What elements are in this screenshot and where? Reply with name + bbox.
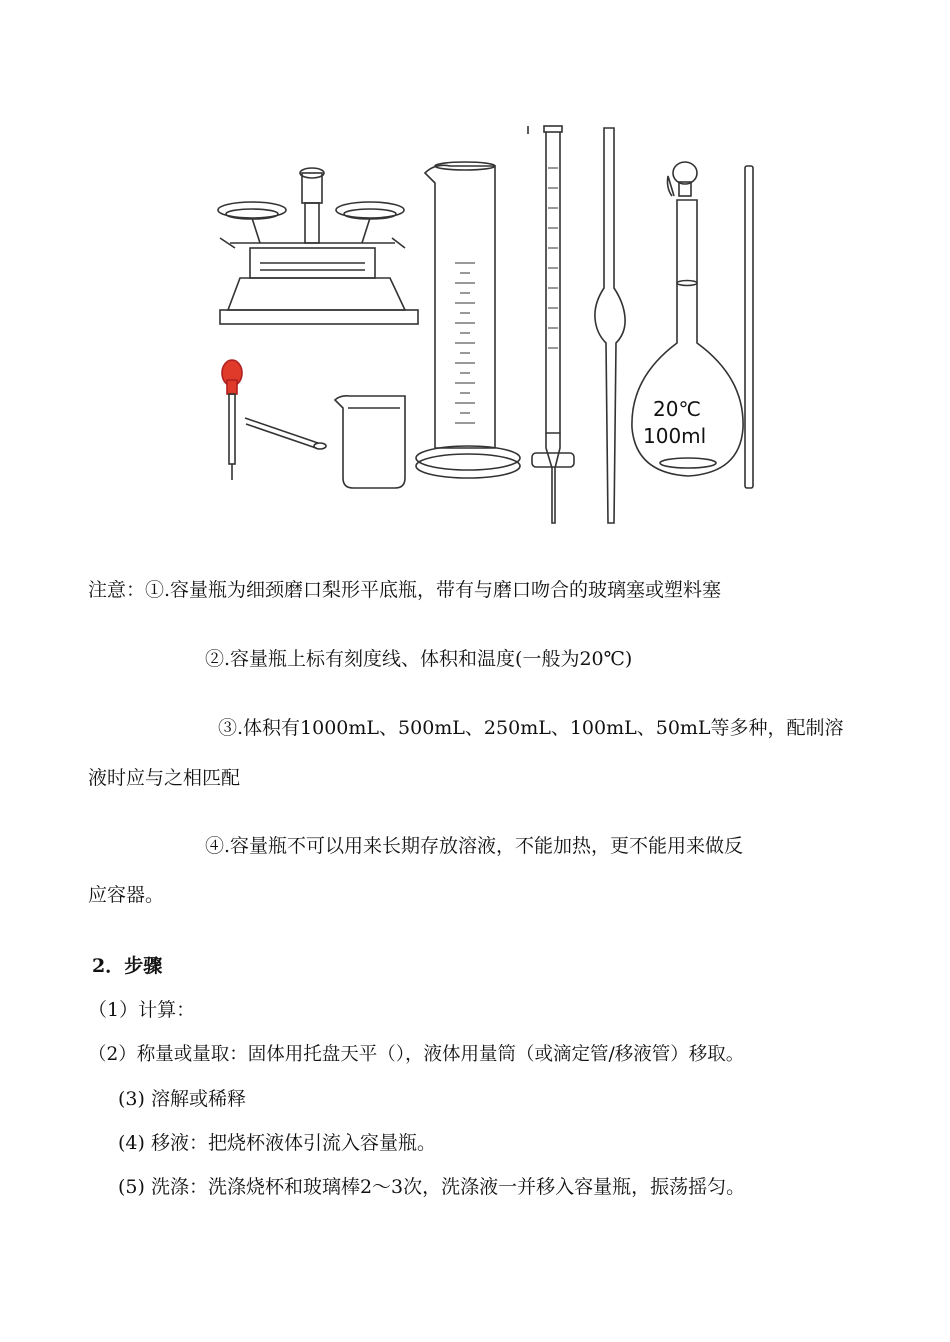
volumetric-flask-illustration: [632, 162, 743, 476]
note-4-line-2: 应容器。: [88, 884, 165, 906]
burette-illustration: [528, 126, 574, 523]
note-3-line-2: 液时应与之相匹配: [88, 767, 241, 789]
step-4: (4) 移液：把烧杯液体引流入容量瓶。: [118, 1132, 436, 1154]
glass-rod-illustration: [745, 166, 753, 488]
step-3: (3) 溶解或稀释: [118, 1088, 246, 1110]
note-3-line-1: ③.体积有1000mL、500mL、250mL、100mL、50mL等多种，配制溶: [218, 717, 844, 739]
flask-volume-label: 100ml: [643, 424, 707, 448]
flask-temperature-label: 20℃: [653, 397, 701, 421]
note-4-line-1: ④.容量瓶不可以用来长期存放溶液，不能加热，更不能用来做反: [205, 835, 744, 857]
step-2: （2）称量或量取：固体用托盘天平（），液体用量筒（或滴定管/移液管）移取。: [88, 1044, 745, 1065]
lab-apparatus-illustration: [210, 118, 770, 538]
dropper-illustration: [222, 360, 242, 480]
pipette-illustration: [595, 128, 625, 523]
note-2: ②.容量瓶上标有刻度线、体积和温度(一般为20℃): [205, 648, 633, 670]
balance-illustration: [218, 168, 418, 324]
step-5: (5) 洗涤：洗涤烧杯和玻璃棒2～3次，洗涤液一并移入容量瓶，振荡摇匀。: [118, 1176, 746, 1198]
beaker-illustration: [335, 396, 405, 488]
note-1: 注意：①.容量瓶为细颈磨口梨形平底瓶，带有与磨口吻合的玻璃塞或塑料塞: [88, 579, 722, 601]
measuring-cylinder-illustration: [416, 162, 520, 478]
spatula-illustration: [245, 418, 326, 449]
step-1: （1）计算：: [88, 999, 196, 1021]
steps-heading: 2．步骤: [92, 955, 163, 977]
